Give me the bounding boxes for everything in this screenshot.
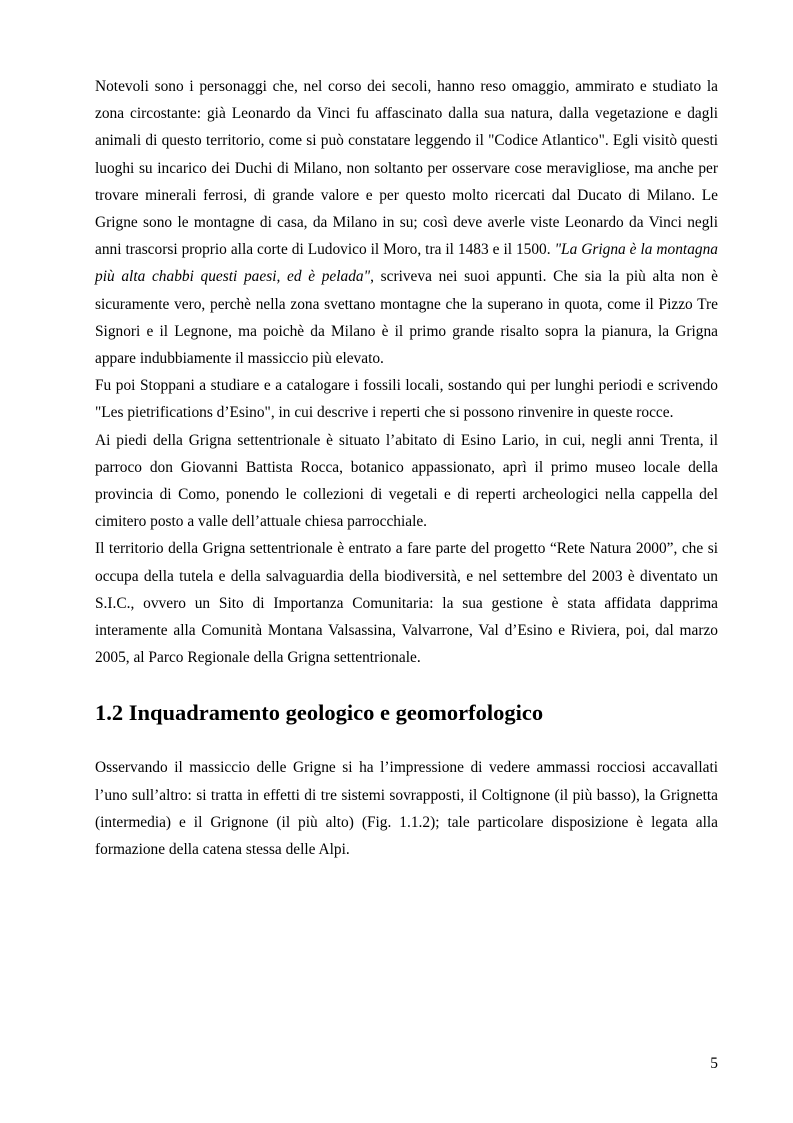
paragraph-leonardo-text-1: Notevoli sono i personaggi che, nel corso dei secoli, hanno reso omaggio, ammirato e studiato la zona circostante: già Leonardo da Vinci fu affascinato dalla sua natura, dalla vegetazione e dagli animali di questo territorio, come si può constatare leggendo il "Codice Atlantico". Egli visitò questi luoghi su incarico dei Duchi di Milano, non soltanto per osservare cose meravigliose, ma anche per trovare minerali ferrosi, di grande valore e per questo molto ricercati dal Ducato di Milano. Le Grigne sono le montagne di casa, da Milano in su; così deve averle viste Leonardo da Vinci negli anni trascorsi proprio alla corte di Ludovico il Moro, tra il 1483 e il 1500. [95, 78, 718, 259]
paragraph-geology: Osservando il massiccio delle Grigne si ha l’impressione di vedere ammassi rocciosi accavallati l’uno sull’altro: si tratta in effetti di tre sistemi sovrapposti, il Coltignone (il più basso), la Grignetta (intermedia) e il Grignone (il più alto) (Fig. 1.1.2); tale particolare disposizione è legata alla formazione della catena stessa delle Alpi. [95, 759, 718, 859]
leonardo-quote: "La Grigna è la montagna più alta chabbi questi paesi, ed è pelada" [95, 241, 718, 286]
paragraph-leonardo [95, 73, 718, 372]
section-heading: 1.2 Inquadramento geologico e geomorfologico [95, 700, 544, 726]
paragraph-leonardo-text-2: , scriveva nei suoi appunti. Che sia la più alta non è sicuramente vero, perchè nella zona svettano montagne che la superano in quota, come il Pizzo Tre Signori e il Legnone, ma poichè da Milano è il primo grande risalto sopra la pianura, la Grigna appare indubbiamente il massiccio più elevato. [95, 268, 718, 368]
document-page [95, 73, 718, 863]
paragraph-rete-natura: Il territorio della Grigna settentrionale è entrato a fare parte del progetto “Rete Natura 2000”, che si occupa della tutela e della salvaguardia della biodiversità, e nel settembre del 2003 è diventato un S.I.C., ovvero un Sito di Importanza Comunitaria: la sua gestione è stata affidata dapprima interamente alla Comunità Montana Valsassina, Valvarrone, Val d’Esino e Riviera, poi, dal marzo 2005, al Parco Regionale della Grigna settentrionale. [95, 540, 718, 667]
paragraph-stoppani: Fu poi Stoppani a studiare e a catalogare i fossili locali, sostando qui per lunghi periodi e scrivendo "Les pietrifications d’Esino", in cui descrive i reperti che si possono rinvenire in queste rocce. [95, 377, 718, 422]
paragraph-esino-lario: Ai piedi della Grigna settentrionale è situato l’abitato di Esino Lario, in cui, negli anni Trenta, il parroco don Giovanni Battista Rocca, botanico appassionato, aprì il primo museo locale della provincia di Como, ponendo le collezioni di vegetali e di reperti archeologici nella cappella del cimitero posto a valle dell’attuale chiesa parrocchiale. [95, 431, 718, 531]
page-number: 5 [710, 1055, 718, 1072]
